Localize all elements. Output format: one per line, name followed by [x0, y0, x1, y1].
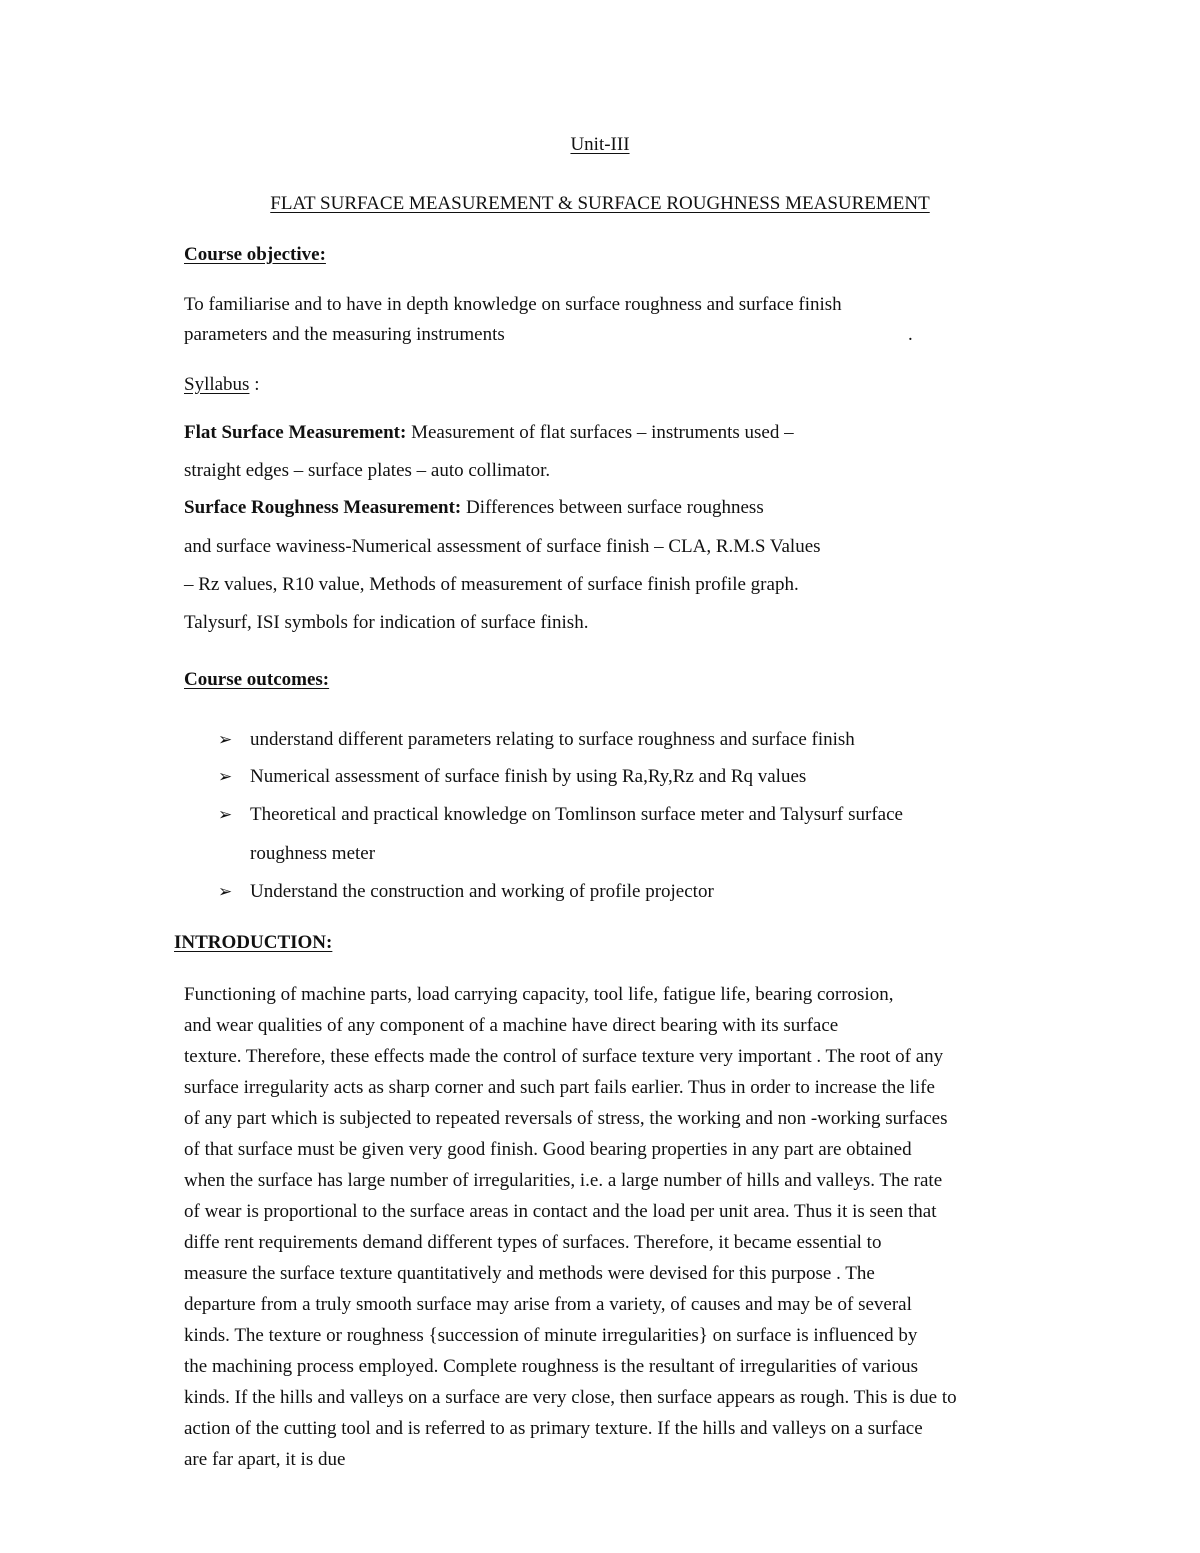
- surface-roughness-text: Differences between surface roughness: [461, 497, 764, 518]
- course-outcomes-heading: Course outcomes:: [184, 669, 330, 690]
- outcome-item-4: [218, 881, 714, 903]
- outcome-text: Understand the construction and working of profile projector: [250, 881, 714, 902]
- arrow-bullet-icon: ➢: [218, 767, 233, 787]
- outcome-item-1: [218, 729, 855, 751]
- surface-roughness-label: Surface Roughness Measurement:: [184, 497, 462, 518]
- syllabus-rough-line-3: – Rz values, R10 value, Methods of measurement of surface finish profile graph.: [184, 574, 799, 595]
- intro-line: of any part which is subjected to repeated reversals of stress, the working and non -working surfaces: [184, 1108, 948, 1129]
- arrow-bullet-icon: ➢: [218, 805, 233, 825]
- main-title: FLAT SURFACE MEASUREMENT & SURFACE ROUGHNESS MEASUREMENT: [270, 193, 930, 214]
- syllabus-rough-line-4: Talysurf, ISI symbols for indication of surface finish.: [184, 612, 589, 633]
- introduction-heading: INTRODUCTION:: [174, 932, 333, 953]
- syllabus-flat-line-2: straight edges – surface plates – auto collimator.: [184, 460, 551, 481]
- outcome-text: understand different parameters relating to surface roughness and surface finish: [250, 729, 855, 750]
- intro-line: diffe rent requirements demand different types of surfaces. Therefore, it became essential to: [184, 1232, 882, 1253]
- intro-line: departure from a truly smooth surface may arise from a variety, of causes and may be of several: [184, 1294, 912, 1315]
- introduction-paragraph: [184, 979, 957, 1475]
- intro-line: of that surface must be given very good finish. Good bearing properties in any part are obtained: [184, 1139, 912, 1160]
- intro-line: texture. Therefore, these effects made the control of surface texture very important . The root of any: [184, 1046, 944, 1067]
- intro-line: and wear qualities of any component of a machine have direct bearing with its surface: [184, 1015, 839, 1036]
- unit-title: Unit-III: [570, 134, 630, 155]
- intro-line: are far apart, it is due: [184, 1449, 346, 1470]
- syllabus-rough-line-2: and surface waviness-Numerical assessment of surface finish – CLA, R.M.S Values: [184, 536, 821, 557]
- arrow-bullet-icon: ➢: [218, 882, 233, 902]
- flat-surface-text: Measurement of flat surfaces – instruments used –: [406, 422, 794, 443]
- outcome-item-3-continuation: roughness meter: [250, 843, 376, 864]
- course-objective-dot: .: [908, 324, 913, 345]
- intro-line: of wear is proportional to the surface areas in contact and the load per unit area. Thus it is seen that: [184, 1201, 937, 1222]
- syllabus-heading: Syllabus: [184, 374, 250, 395]
- flat-surface-label: Flat Surface Measurement:: [184, 422, 407, 443]
- outcome-item-3: [218, 804, 903, 826]
- intro-line: the machining process employed. Complete roughness is the resultant of irregularities of various: [184, 1356, 918, 1377]
- outcome-item-2: [218, 766, 806, 788]
- intro-line: surface irregularity acts as sharp corner and such part fails earlier. Thus in order to increase the life: [184, 1077, 935, 1098]
- syllabus-flat-line: [184, 422, 794, 444]
- intro-line: Functioning of machine parts, load carrying capacity, tool life, fatigue life, bearing corrosion,: [184, 984, 894, 1005]
- intro-line: measure the surface texture quantitatively and methods were devised for this purpose . The: [184, 1263, 875, 1284]
- intro-line: kinds. If the hills and valleys on a surface are very close, then surface appears as rough. This is due to: [184, 1387, 957, 1408]
- course-objective-heading: Course objective:: [184, 244, 326, 265]
- outcome-text: Numerical assessment of surface finish by using Ra,Ry,Rz and Rq values: [250, 766, 807, 787]
- course-objective-line-1: To familiarise and to have in depth knowledge on surface roughness and surface finish: [184, 294, 842, 315]
- course-objective-line-2: parameters and the measuring instruments: [184, 324, 505, 345]
- arrow-bullet-icon: ➢: [218, 730, 233, 750]
- outcome-text: Theoretical and practical knowledge on Tomlinson surface meter and Talysurf surface: [250, 804, 903, 825]
- intro-line: kinds. The texture or roughness {succession of minute irregularities} on surface is influenced by: [184, 1325, 918, 1346]
- syllabus-heading-line: [184, 374, 259, 396]
- intro-line: when the surface has large number of irregularities, i.e. a large number of hills and valleys. The rate: [184, 1170, 943, 1191]
- intro-line: action of the cutting tool and is referred to as primary texture. If the hills and valleys on a surface: [184, 1418, 923, 1439]
- syllabus-rough-line: [184, 497, 764, 519]
- syllabus-colon: :: [249, 374, 260, 395]
